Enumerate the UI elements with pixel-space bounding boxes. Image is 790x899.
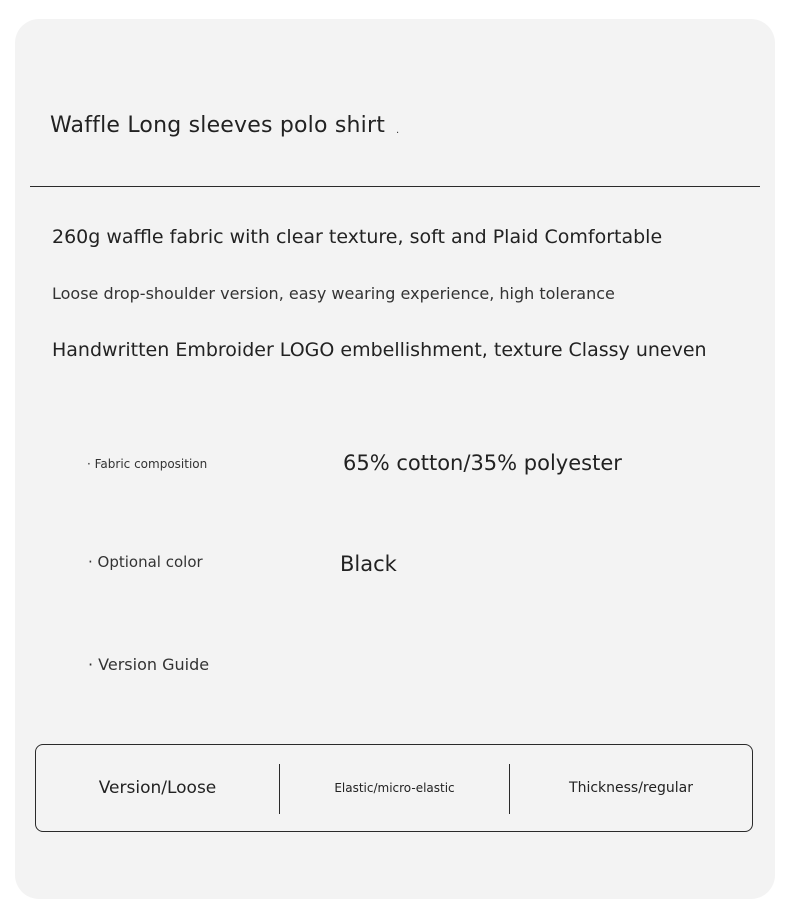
version-cell: Version/Loose: [98, 778, 217, 798]
product-card: [15, 19, 775, 899]
product-title: Waffle Long sleeves polo shirt: [50, 113, 386, 138]
elastic-cell: Elastic/micro-elastic: [334, 781, 455, 795]
version-guide-table: [35, 744, 753, 832]
feature-logo-text: Handwritten Embroider LOGO embellishment, texture Classy uneven: [52, 339, 707, 361]
thickness-cell: Thickness/regular: [569, 780, 693, 796]
title-mark: .: [396, 125, 400, 136]
version-guide-label: · Version Guide: [88, 655, 210, 674]
feature-fabric-text: 260g waffle fabric with clear texture, soft and Plaid Comfortable: [52, 226, 663, 248]
optional-color-value: Black: [340, 552, 397, 576]
fabric-composition-label: · Fabric composition: [87, 457, 208, 471]
title-divider: [30, 186, 760, 187]
fabric-composition-value: 65% cotton/35% polyester: [343, 451, 622, 475]
feature-fit-text: Loose drop-shoulder version, easy wearing experience, high tolerance: [52, 284, 615, 303]
optional-color-label: · Optional color: [88, 553, 203, 571]
